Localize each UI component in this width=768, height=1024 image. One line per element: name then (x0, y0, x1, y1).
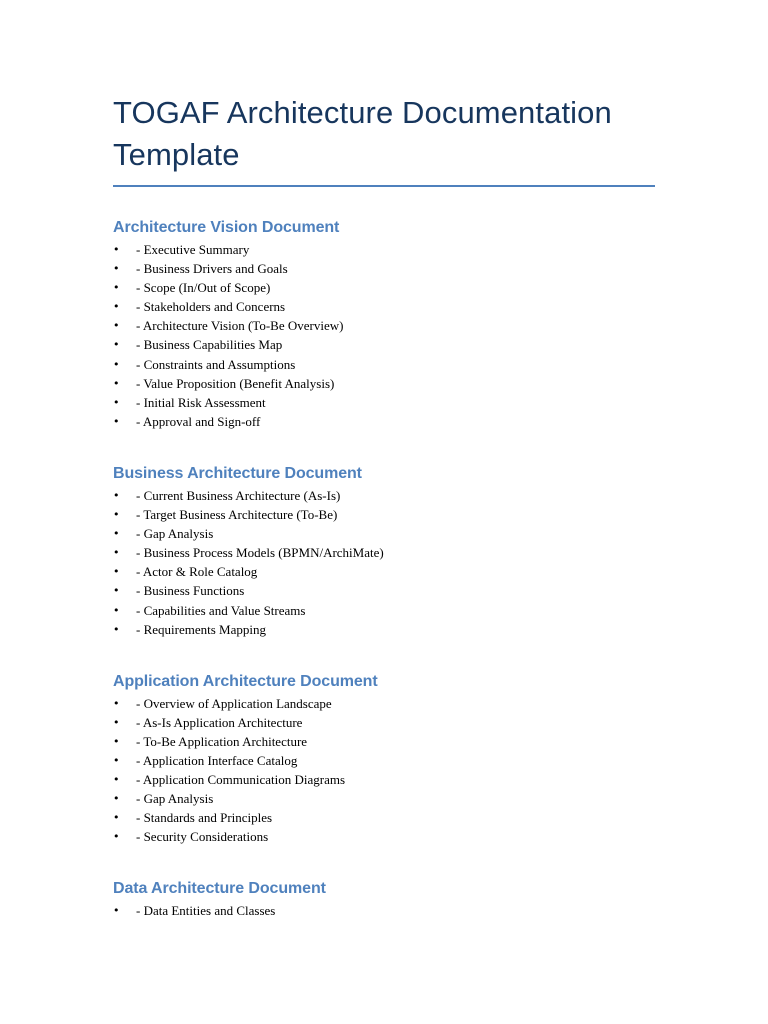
list-item-text: - Executive Summary (136, 242, 250, 257)
list-item-text: - Business Process Models (BPMN/ArchiMate) (136, 545, 384, 561)
bullet-icon: • (113, 830, 120, 844)
bullet-icon: • (113, 904, 120, 918)
list-item-text: - Current Business Architecture (As-Is) (136, 487, 341, 503)
list-item (113, 355, 655, 374)
bullet-icon: • (113, 622, 120, 636)
list-item-text: - Standards and Principles (136, 810, 273, 826)
section-heading: Application Architecture Document (113, 672, 378, 690)
list-item-text: - Overview of Application Landscape (136, 695, 332, 711)
list-item (113, 713, 655, 732)
section-application-architecture (113, 672, 655, 847)
list-item-text: - Initial Risk Assessment (136, 394, 266, 410)
bullet-icon: • (113, 773, 120, 787)
bullet-list (113, 694, 655, 847)
bullet-icon: • (113, 715, 120, 729)
bullet-icon: • (113, 300, 120, 314)
section-business-architecture (113, 464, 655, 639)
section-heading: Business Architecture Document (113, 464, 362, 482)
bullet-icon: • (113, 546, 120, 560)
bullet-icon: • (113, 811, 120, 825)
bullet-icon: • (113, 376, 120, 390)
list-item (113, 259, 655, 278)
list-item (113, 732, 655, 751)
bullet-icon: • (113, 281, 120, 295)
bullet-icon: • (113, 584, 120, 598)
list-item-text: - Approval and Sign-off (136, 413, 261, 429)
list-item (113, 524, 655, 543)
bullet-icon: • (113, 565, 120, 579)
list-item-text: - Constraints and Assumptions (136, 356, 296, 372)
bullet-icon: • (113, 734, 120, 748)
document-page (113, 92, 655, 921)
list-item (113, 412, 655, 431)
list-item-text: - Actor & Role Catalog (136, 564, 258, 580)
list-item-text: - Stakeholders and Concerns (136, 299, 286, 315)
section-data-architecture (113, 879, 655, 920)
list-item (113, 505, 655, 524)
bullet-list (113, 486, 655, 639)
bullet-icon: • (113, 357, 120, 371)
section-heading: Data Architecture Document (113, 880, 326, 898)
list-item-text: - Business Drivers and Goals (136, 261, 288, 277)
bullet-icon: • (113, 319, 120, 333)
list-item (113, 751, 655, 770)
list-item-text: - As-Is Application Architecture (136, 714, 303, 730)
bullet-list (113, 901, 655, 920)
list-item-text: - Business Functions (136, 583, 245, 599)
list-item (113, 789, 655, 808)
section-heading: Architecture Vision Document (113, 219, 340, 236)
list-item (113, 827, 655, 846)
list-item (113, 393, 655, 412)
list-item-text: - Application Communication Diagrams (136, 772, 346, 788)
list-item (113, 770, 655, 789)
list-item-text: - Security Considerations (136, 829, 269, 845)
document-title: TOGAF Architecture Documentation Template (113, 95, 612, 172)
bullet-icon: • (113, 338, 120, 352)
list-item-text: - Gap Analysis (136, 526, 214, 542)
bullet-icon: • (113, 753, 120, 767)
section-architecture-vision (113, 218, 655, 431)
list-item (113, 694, 655, 713)
bullet-icon: • (113, 508, 120, 522)
bullet-icon: • (113, 792, 120, 806)
list-item-text: - Gap Analysis (136, 791, 214, 807)
list-item (113, 620, 655, 639)
bullet-icon: • (113, 414, 120, 428)
list-item (113, 901, 655, 920)
list-item (113, 562, 655, 581)
list-item (113, 278, 655, 297)
list-item (113, 374, 655, 393)
bullet-list (113, 240, 655, 431)
list-item (113, 808, 655, 827)
list-item-text: - Business Capabilities Map (136, 337, 283, 353)
title-underline (113, 185, 655, 187)
bullet-icon: • (113, 395, 120, 409)
bullet-icon: • (113, 696, 120, 710)
bullet-icon: • (113, 488, 120, 502)
list-item (113, 297, 655, 316)
list-item-text: - Target Business Architecture (To-Be) (136, 507, 338, 523)
list-item-text: - Application Interface Catalog (136, 752, 298, 768)
bullet-icon: • (113, 603, 120, 617)
bullet-icon: • (113, 243, 120, 256)
list-item-text: - Architecture Vision (To-Be Overview) (136, 318, 344, 334)
list-item-text: - Requirements Mapping (136, 621, 266, 637)
list-item (113, 543, 655, 562)
list-item (113, 240, 655, 259)
list-item (113, 335, 655, 354)
list-item-text: - Scope (In/Out of Scope) (136, 280, 271, 296)
list-item (113, 601, 655, 620)
bullet-icon: • (113, 262, 120, 276)
list-item-text: - Value Proposition (Benefit Analysis) (136, 375, 335, 391)
list-item (113, 316, 655, 335)
list-item-text: - Data Entities and Classes (136, 903, 276, 919)
bullet-icon: • (113, 527, 120, 541)
list-item (113, 486, 655, 505)
list-item-text: - To-Be Application Architecture (136, 733, 308, 749)
list-item (113, 581, 655, 600)
list-item-text: - Capabilities and Value Streams (136, 602, 306, 618)
